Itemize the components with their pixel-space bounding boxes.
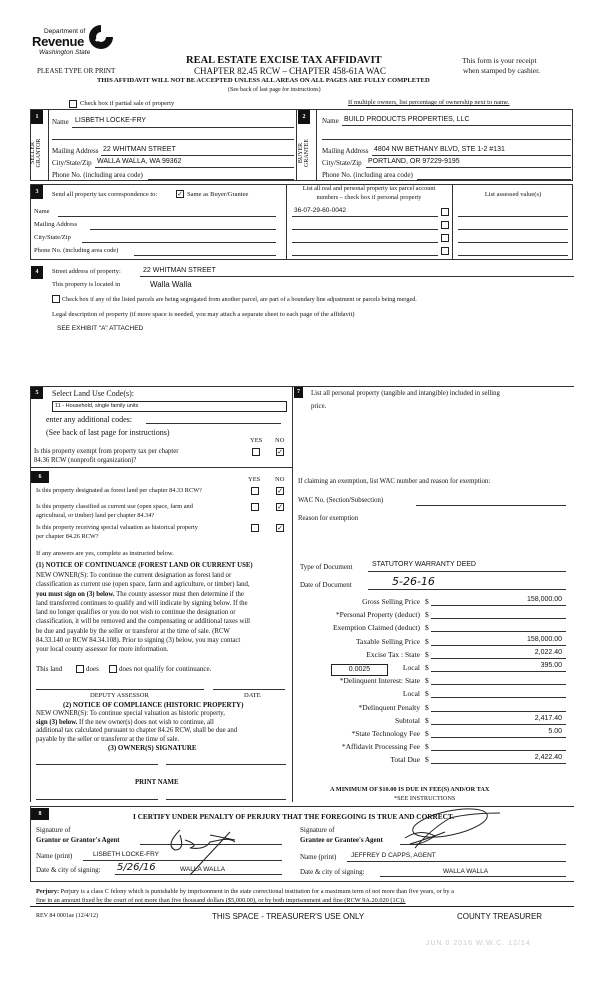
partial-sale-label: Check box if partial sale of property [80,100,175,107]
seller-side-label-2: GRANTOR [36,138,42,168]
doc-type-label: Type of Document [300,563,353,571]
personal-property-label-2: price. [311,403,327,410]
designation-question-line-1: Is this property classified as current use (open space, farm and [36,503,193,510]
logo-line-dept: Department of [44,28,86,35]
section-1-badge: 1 [31,110,43,124]
assessed-value-field[interactable] [458,242,568,243]
located-in-field[interactable]: Walla Walla [150,280,192,289]
seller-phone-line[interactable] [148,179,294,180]
seller-city-label: City/State/Zip [52,159,92,167]
legal-description-label: Legal description of property (if more space is needed, you may attach a separate sheet to each page of the affidavit) [52,311,355,318]
dor-logo [32,28,112,68]
additional-codes-line[interactable] [146,423,281,424]
same-as-buyer-checkbox[interactable]: ✓ [177,190,183,198]
perjury-notice [36,887,576,905]
perjury-line-2: fine in an amount fixed by the court of not more than five thousand dollars ($5,000.00), or by both imprisonment and fine (RCW 9A.20.020 (1C)). [36,897,406,904]
seller-mailing-line [101,155,294,156]
grantee-name-label: Name (print) [300,853,337,861]
currency-sign: $ [425,689,429,698]
financial-row-line [431,658,566,659]
buyer-city-line [366,167,571,168]
grantor-sig-label-1: Signature of [36,826,71,834]
financial-row-line [431,763,566,764]
parcel-number-line [292,229,438,230]
designation-question-line-2: per chapter 84.26 RCW? [36,533,99,540]
currency-sign: $ [425,676,429,685]
notice2-line: additional tax calculated pursuant to chapter 84.26 RCW, shall be due and [36,727,238,734]
buyer-name-line-2 [322,139,571,140]
section-8-top-border [30,806,574,807]
print-name-label: PRINT NAME [135,779,179,786]
financial-row-label: Taxable Selling Price [355,637,420,646]
local-rate-value: 0.0025 [348,666,371,673]
does-qualify-label: does [86,665,99,673]
deputy-assessor-line[interactable] [36,689,204,690]
see-instructions-note: *SEE INSTRUCTIONS [394,795,456,802]
financial-row-label: Excise Tax : State [366,650,420,659]
buyer-mailing-field[interactable]: 4804 NW BETHANY BLVD, STE 1-2 #131 [374,146,505,153]
grantee-name-line [347,861,566,862]
grantor-signature-line[interactable] [140,844,282,845]
grantee-city-field[interactable]: WALLA WALLA [443,868,489,875]
financial-row-label: *Delinquent Interest: State [339,676,420,685]
doc-type-line [368,571,566,572]
grantor-name-field[interactable]: LISBETH LOCKE-FRY [93,851,159,858]
notice1-line: land no longer qualifies or you do not wish to continue the designation or [36,609,236,617]
corr-mailing-label: Mailing Address [34,221,78,228]
financial-row-value[interactable]: 2,022.40 [534,649,562,656]
dor-swoosh-logo-icon [88,24,114,50]
assessed-value-field[interactable] [458,229,568,230]
partial-sale-checkbox[interactable] [69,100,77,108]
land-use-label: Select Land Use Code(s): [52,389,134,398]
see-back-note: (See back of last page for instructions) [228,87,321,93]
personal-property-checkbox[interactable] [441,221,449,229]
corr-city-label: City/State/Zip [34,234,71,241]
if-yes-note: If any answers are yes, complete as instructed below. [36,550,174,557]
buyer-city-label: City/State/Zip [322,159,362,167]
notice2-line: NEW OWNER(S): To continue special valuation as historic property, [36,710,225,717]
seller-name-label: Name [52,118,69,126]
buyer-side-label-1: BUYER [298,142,304,164]
personal-property-checkbox[interactable] [441,208,449,216]
financial-row-label: Local [402,689,420,698]
currency-sign: $ [425,650,429,659]
owner-signature-line-1[interactable] [36,764,158,765]
parcel-number-line [292,216,438,217]
this-land-label: This land [36,665,63,673]
section-8-badge: 8 [31,808,49,820]
middle-divider [292,386,293,802]
section-6-top-border [30,467,292,468]
buyer-side-label [298,128,316,180]
parties-divider [296,109,297,181]
segregated-label: Check box if any of the listed parcels are being segregated from another parcel, are part of a boundary line adjustment or parcels being merged. [62,296,417,303]
owner-print-line-1[interactable] [36,799,158,800]
assessed-value-field[interactable] [458,255,568,256]
land-use-yes-header: YES [250,437,263,444]
grantor-date-field[interactable]: 5/26/16 [117,862,156,873]
local-rate-box[interactable] [331,664,388,676]
please-type: PLEASE TYPE OR PRINT [37,67,116,75]
reason-label: Reason for exemption [298,515,359,522]
land-use-select[interactable] [52,401,287,412]
notice1-line: be due and payable by the seller or transferor at the time of sale. (RCW [36,627,230,635]
receipt-stamp: JUN 0 2016 W.W.C. 12/14 [426,940,531,947]
owner-signature-line-2[interactable] [166,764,286,765]
financial-row-line [431,697,566,698]
exempt-question-1: Is this property exempt from property tax per chapter [34,448,179,455]
grantee-signature-line[interactable] [400,844,566,845]
grantee-date-line [380,876,566,877]
seller-name-line [72,127,294,128]
personal-property-textarea[interactable] [300,412,570,452]
buyer-side-divider [316,110,317,181]
designation-yes-checkbox[interactable] [251,524,259,532]
buyer-phone-label: Phone No. (including area code) [322,171,413,179]
corr-city-line[interactable] [82,242,276,243]
minimum-note: A MINIMUM OF $10.00 IS DUE IN FEE(S) AND/OR TAX [330,786,490,793]
corr-divider-2 [452,184,453,260]
financial-row-label: *Delinquent Penalty [358,703,420,712]
seller-side-label-1: SELLER [30,142,36,164]
section-2-badge: 2 [298,110,310,124]
parcel-header-1: List all real and personal property tax parcel account [302,185,436,192]
located-in-label: This property is located in [52,281,121,288]
seller-mailing-field[interactable]: 22 WHITMAN STREET [103,146,176,153]
doc-date-line [368,589,566,590]
buyer-name-label: Name [322,117,339,125]
receipt-note-1: This form is your receipt [462,56,537,65]
grantee-sig-label-1: Signature of [300,826,335,834]
corr-mailing-line[interactable] [90,229,276,230]
designation-no-checkbox[interactable]: ✓ [277,503,283,511]
grantee-name-field[interactable]: JEFFREY D CAPPS, AGENT [351,852,436,859]
buyer-mailing-label: Mailing Address [322,147,369,155]
corr-divider-1 [286,184,287,260]
designation-question-line-1: Is this property receiving special valuation as historical property [36,524,198,531]
parcel-number-line [292,242,438,243]
form-subtitle: CHAPTER 82.45 RCW – CHAPTER 458-61A WAC [194,66,386,76]
notice3-title: (3) OWNER(S) SIGNATURE [108,744,197,752]
exempt-question-2: 84.36 RCW (nonprofit organization)? [34,457,137,464]
correspondence-label: Send all property tax correspondence to: [52,191,158,198]
land-use-selected-value: 11 - Household, single family units [55,403,139,409]
financial-row-line [431,750,566,751]
personal-property-checkbox[interactable] [441,247,449,255]
seller-name-field[interactable]: LISBETH LOCKE-FRY [75,117,147,124]
logo-line-state: Washington State [39,49,91,56]
legal-description-field[interactable]: SEE EXHIBIT "A" ATTACHED [57,325,144,332]
seller-phone-label: Phone No. (including area code) [52,171,143,179]
doc-date-label: Date of Document [300,581,352,589]
notice1-line: NEW OWNER(S): To continue the current designation as forest land or [36,572,232,579]
street-address-label: Street address of property: [52,268,121,275]
buyer-mailing-line [372,155,571,156]
land-use-no-header: NO [275,437,285,444]
financial-row-line [431,645,566,646]
grantor-date-label: Date & city of signing: [36,866,101,874]
wac-label: WAC No. (Section/Subsection) [298,497,384,504]
designation-yes-checkbox[interactable] [251,503,259,511]
seller-side-label [30,128,48,180]
notice2-line: sign (3) below. If the new owner(s) does not wish to continue, all [36,718,214,726]
buyer-name-field[interactable]: BUILD PRODUCTS PROPERTIES, LLC [344,116,470,123]
seller-name-line-2 [52,139,294,140]
deputy-assessor-label: DEPUTY ASSESSOR [90,692,149,699]
does-not-qualify-label: does not qualify for continuance. [119,665,212,673]
warning-banner: THIS AFFIDAVIT WILL NOT BE ACCEPTED UNLESS ALL AREAS ON ALL PAGES ARE FULLY COMPLETED [97,77,430,84]
seller-city-field[interactable]: WALLA WALLA, WA 99362 [97,158,182,165]
seller-side-divider [48,110,49,181]
form-title: REAL ESTATE EXCISE TAX AFFIDAVIT [186,55,382,66]
notice1-line: land transferred continues to qualify and will indicate by signing below. If the [36,599,248,607]
grantor-name-line [83,860,282,861]
exempt-yes-checkbox[interactable] [252,448,260,456]
financial-row-value[interactable]: 2,417.40 [534,715,562,722]
personal-property-label-1: List all personal property (tangible and intangible) included in selling [311,390,500,397]
parcel-header-2: numbers – check box if personal property [316,194,422,201]
assessed-value-field[interactable] [458,216,568,217]
currency-sign: $ [425,610,429,619]
assessed-header: List assessed value(s) [484,191,542,198]
owner-print-line-2[interactable] [166,799,286,800]
grantee-sig-label-2: Grantee or Grantee's Agent [300,836,383,844]
seller-mailing-label: Mailing Address [52,147,99,155]
logo-line-revenue: Revenue [32,34,85,49]
buyer-name-line [342,125,571,126]
corr-phone-label: Phone No. (including area code) [34,247,119,254]
designation-no-checkbox[interactable]: ✓ [277,524,283,532]
multiple-owners-note: If multiple owners, list percentage of ownership next to name. [348,99,510,106]
same-as-buyer-label: Same as Buyer/Grantee [187,191,249,198]
currency-sign: $ [425,637,429,646]
financial-row-label: Gross Selling Price [362,597,420,606]
currency-sign: $ [425,597,429,606]
seller-city-line [95,167,294,168]
footer-divider [30,906,574,907]
buyer-side-label-2: GRANTEE [304,139,310,167]
financial-row-label: Exemption Claimed (deduct) [332,623,420,632]
does-qualify-checkbox[interactable] [76,665,84,673]
grantor-date-line [115,874,282,875]
designation-yes-header: YES [248,476,261,483]
receipt-note-2: when stamped by cashier. [463,66,541,75]
financial-row-label: Subtotal [394,716,420,725]
financial-row-line [431,684,566,685]
designation-no-checkbox[interactable]: ✓ [277,487,283,495]
notice1-line: your local county assessor for more information. [36,646,169,654]
segregated-checkbox[interactable] [52,295,60,303]
section-8-bottom-border [30,881,574,882]
land-use-see-back: (See back of last page for instructions) [46,428,170,437]
doc-type-field[interactable]: STATUTORY WARRANTY DEED [372,561,476,568]
parcel-number-line [292,255,438,256]
notice1-title: (1) NOTICE OF CONTINUANCE (FOREST LAND OR CURRENT USE) [36,562,253,569]
notice2-title: (2) NOTICE OF COMPLIANCE (HISTORIC PROPERTY) [63,701,244,709]
grantor-sig-label-2: Grantor or Grantor's Agent [36,836,120,844]
does-not-qualify-checkbox[interactable] [109,665,117,673]
currency-sign: $ [425,716,429,725]
currency-sign: $ [425,729,429,738]
financial-row-value[interactable]: 395.00 [540,662,562,669]
notice1-line: you must sign on (3) below. The county assessor must then determine if the [36,590,244,598]
designation-question-line-1: Is this property designated as forest land per chapter 84.33 RCW? [36,487,202,494]
assessor-date-label: DATE [244,692,261,699]
notice1-line: classification, it will be removed and the compensating or additional taxes will [36,618,251,626]
financial-row-line [431,737,566,738]
treasurer-space: THIS SPACE - TREASURER'S USE ONLY [212,912,365,921]
exemption-instructions: If claiming an exemption, list WAC number and reason for exemption: [298,478,491,485]
financial-row-value[interactable]: 158,000.00 [526,596,562,603]
financial-row-value[interactable]: 2,422.40 [534,754,562,761]
financial-row-line [431,711,566,712]
grantor-name-label: Name (print) [36,852,73,860]
buyer-city-field[interactable]: PORTLAND, OR 97229-9195 [368,158,460,165]
certification-statement: I CERTIFY UNDER PENALTY OF PERJURY THAT THE FOREGOING IS TRUE AND CORRECT. [133,812,455,821]
corr-name-label: Name [34,208,50,215]
financial-row-label: *State Technology Fee [351,729,420,738]
financial-row-line [431,724,566,725]
section-3-badge: 3 [31,185,43,199]
financial-row-label: *Personal Property (deduct) [335,610,420,619]
currency-sign: $ [425,623,429,632]
exempt-no-checkbox[interactable]: ✓ [277,448,283,456]
financial-row-value[interactable]: 5.00 [548,728,562,735]
financial-row-label: *Affidavit Processing Fee [341,742,420,751]
currency-sign: $ [425,755,429,764]
personal-property-checkbox[interactable] [441,234,449,242]
currency-sign: $ [425,663,429,672]
financial-row-line [431,631,566,632]
corr-name-line[interactable] [58,216,276,217]
financial-row-label: Total Due [390,755,420,764]
section-5-badge: 5 [31,387,43,399]
corr-phone-line[interactable] [134,255,276,256]
designation-no-header: NO [275,476,285,483]
street-address-field[interactable]: 22 WHITMAN STREET [143,267,216,274]
grantor-city-field[interactable]: WALLA WALLA [180,866,226,873]
doc-date-field[interactable]: 5-26-16 [392,575,435,588]
designation-yes-checkbox[interactable] [251,487,259,495]
parcel-number-field[interactable]: 36-07-29-60-0042 [294,207,347,214]
financial-row-line [431,605,566,606]
currency-sign: $ [425,742,429,751]
financial-row-line [431,618,566,619]
designation-question-line-2: agricultural, or timber) land per chapter 84.34? [36,512,155,519]
section-7-badge: 7 [294,387,303,398]
notice1-line: classification as current use (open space, farm and agriculture, or timber) land, [36,581,250,589]
notice1-line: 84.33.140 or RCW 84.34.108). Prior to signing (3) below, you may contact [36,637,241,645]
buyer-phone-line[interactable] [417,179,571,180]
financial-row-label: Local [402,663,420,672]
street-address-line [140,276,574,277]
perjury-line-1: Perjury is a class C felony which is punishable by imprisonment in the state correctional institution for a maximum term of not more than five years, or by a [59,888,454,895]
currency-sign: $ [425,703,429,712]
section-6-badge: 6 [31,471,49,483]
wac-field[interactable] [416,505,566,506]
perjury-bold: Perjury: [36,888,60,895]
notice2-line: payable by the seller or transferor at the time of sale. [36,735,180,743]
additional-codes-label: enter any additional codes: [46,415,132,424]
left-border [30,386,31,802]
financial-row-line [431,671,566,672]
financial-row-value[interactable]: 158,000.00 [526,636,562,643]
county-treasurer: COUNTY TREASURER [457,912,543,921]
form-id: REV 84 0001ae (12/4/12) [36,913,99,919]
section-4-badge: 4 [31,266,43,279]
grantee-date-label: Date & city of signing: [300,868,365,876]
